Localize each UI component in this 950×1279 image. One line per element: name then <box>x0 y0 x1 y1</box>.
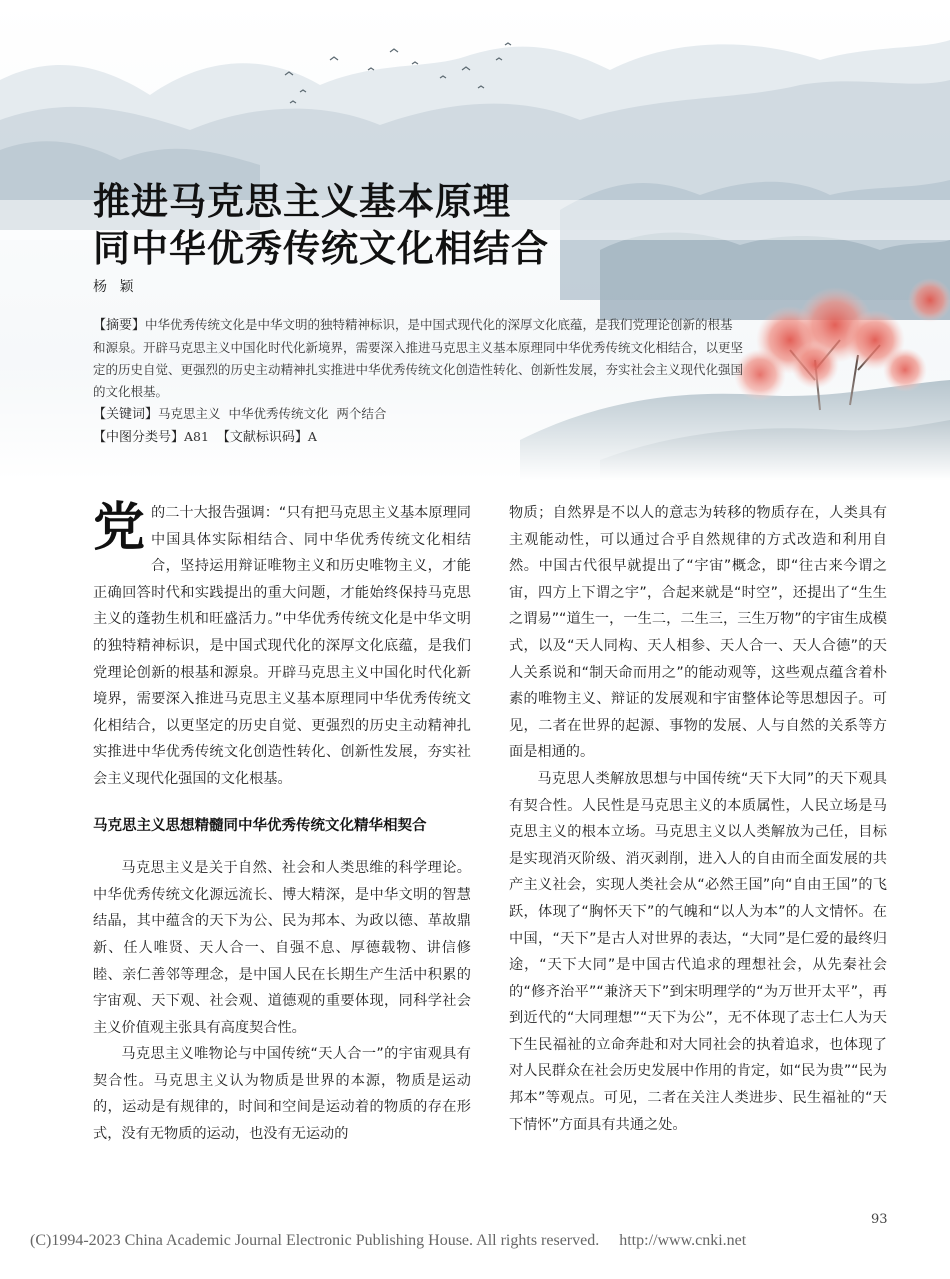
abstract-paragraph <box>93 314 743 403</box>
classification-line <box>93 426 743 449</box>
keywords-label: 【关键词】 <box>93 407 159 422</box>
copyright-footer <box>30 1232 746 1250</box>
cnki-link[interactable]: http://www.cnki.net <box>619 1232 747 1249</box>
keywords-line <box>93 403 743 426</box>
article-title <box>93 178 549 272</box>
intro-text: 的二十大报告强调：“只有把马克思主义基本原理同中国具体实际相结合、同中华优秀传统文化相结合，坚持运用辩证唯物主义和历史唯物主义，才能正确回答时代和实践提出的重大问题，才能始终保持马克思主义的蓬勃生机和旺盛活力。”中华优秀传统文化是中华文明的独特精神标识，是中国式现代化的深厚文化底蕴，是我们党理论创新的根基和源泉。开辟马克思主义中国化时代化新境界，需要深入推进马克思主义基本原理同中华优秀传统文化相结合，以更坚定的历史自觉、更强烈的历史主动精神扎实推进中华优秀传统文化创造性转化、创新性发展，夯实社会主义现代化强国的文化根基。 <box>93 505 471 787</box>
clc-label: 【中图分类号】 <box>93 430 185 445</box>
clc-value: A81 <box>184 429 209 444</box>
abstract-block <box>93 314 743 449</box>
intro-paragraph <box>93 497 471 793</box>
body-paragraph: 马克思人类解放思想与中国传统“天下大同”的天下观具有契合性。人民性是马克思主义的本质属性，人民立场是马克思主义的根本立场。马克思主义以人类解放为己任，目标是实现消灭阶级、消灭剥削，进入人的自由而全面发展的共产主义社会，实现人类社会从“必然王国”向“自由王国”的飞跃，体现了“胸怀天下”的气魄和“以人为本”的人文情怀。在中国，“天下”是古人对世界的表达，“大同”是仁爱的最终归途，“天下大同”是中国古代追求的理想社会，从先秦社会的“修齐治平”“兼济天下”到宋明理学的“为万世开太平”，再到近代的“大同理想”“天下为公”，无不体现了志士仁人为天下生民福祉的立命奔赴和对大同社会的执着追求，也体现了对人民群众在社会历史发展中作用的肯定，如“民为贵”“民为邦本”等观点。可见，二者在关注人类进步、民生福祉的“天下情怀”方面具有共通之处。 <box>509 770 887 1133</box>
section-heading: 马克思主义思想精髓同中华优秀传统文化精华相契合 <box>93 817 427 834</box>
title-line-1: 推进马克思主义基本原理 <box>93 180 511 223</box>
article-body <box>93 497 887 1190</box>
author-name: 杨 颖 <box>93 279 138 295</box>
doc-code-label: 【文献标识码】 <box>216 430 308 445</box>
body-paragraph: 物质；自然界是不以人的意志为转移的物质存在，人类具有主观能动性，可以通过合乎自然规律的方式改造和利用自然。中国古代很早就提出了“宇宙”概念，即“往古来今谓之宙，四方上下谓之宇”，合起来就是“时空”，还提出了“生生之谓易”“道生一，一生二，二生三，三生万物”的宇宙生成模式，以及“天人同构、天人相参、天人合一、天人合德”的天人关系说和“制天命而用之”的能动观等，这些观点蕴含着朴素的唯物主义、辩证的发展观和宇宙整体论等思想因子。可见，二者在世界的起源、事物的发展、人与自然的关系等方面是相通的。 <box>509 505 887 761</box>
doc-code-value: A <box>307 429 317 444</box>
left-column <box>93 497 471 1190</box>
abstract-label: 【摘要】 <box>93 318 146 333</box>
copyright-text: (C)1994-2023 China Academic Journal Electronic Publishing House. All rights reserved. <box>30 1232 600 1249</box>
body-paragraph: 马克思主义是关于自然、社会和人类思维的科学理论。中华优秀传统文化源远流长、博大精深，是中华文明的智慧结晶，其中蕴含的天下为公、民为邦本、为政以德、革故鼎新、任人唯贤、天人合一、自强不息、厚德载物、讲信修睦、亲仁善邻等理念，是中国人民在长期生产生活中积累的宇宙观、天下观、社会观、道德观的重要体现，同科学社会主义价值观主张具有高度契合性。 <box>93 860 471 1036</box>
page-number: 93 <box>871 1212 888 1227</box>
title-line-2: 同中华优秀传统文化相结合 <box>93 227 549 270</box>
right-column <box>509 500 887 1190</box>
drop-cap: 党 <box>93 497 146 558</box>
keywords-text: 马克思主义 中华优秀传统文化 两个结合 <box>158 406 387 421</box>
abstract-text: 中华优秀传统文化是中华文明的独特精神标识，是中国式现代化的深厚文化底蕴，是我们党理论创新的根基和源泉。开辟马克思主义中国化时代化新境界，需要深入推进马克思主义基本原理同中华优秀传统文化相结合，以更坚定的历史自觉、更强烈的历史主动精神扎实推进中华优秀传统文化创造性转化、创新性发展，夯实社会主义现代化强国的文化根基。 <box>93 317 744 399</box>
body-paragraph: 马克思主义唯物论与中国传统“天人合一”的宇宙观具有契合性。马克思主义认为物质是世界的本源，物质是运动的，运动是有规律的，时间和空间是运动着的物质的存在形式，没有无物质的运动，也没有无运动的 <box>93 1046 471 1143</box>
